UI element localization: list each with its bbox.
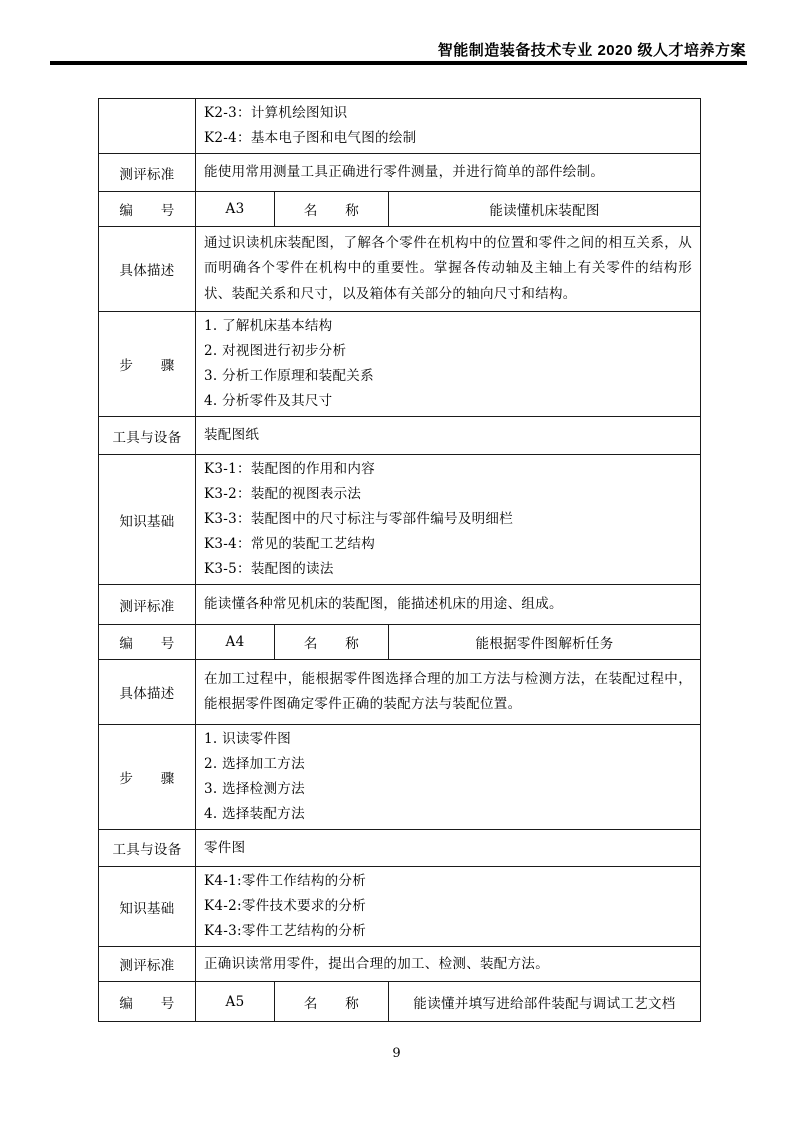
- row-name-value-cell: 能读懂机床装配图: [389, 192, 701, 227]
- row-label-cell: 步 骤: [99, 725, 196, 830]
- content-line: 能使用常用测量工具正确进行零件测量，并进行简单的部件绘制。: [204, 164, 605, 180]
- content-line: K4-3:零件工艺结构的分析: [204, 923, 367, 939]
- row-label-cell: 具体描述: [99, 660, 196, 725]
- row-name-value-cell: 能读懂并填写进给部件装配与调试工艺文档: [389, 982, 701, 1022]
- table-row: [99, 947, 701, 982]
- table-row: [99, 725, 701, 830]
- content-line: K4-1:零件工作结构的分析: [204, 873, 367, 889]
- content-paragraph: 在加工过程中，能根据零件图选择合理的加工方法与检测方法，在装配过程中，能根据零件图确定零件正确的装配方法与装配位置。: [204, 670, 693, 712]
- content-line: 2. 对视图进行初步分析: [204, 343, 347, 359]
- row-label-cell: 知识基础: [99, 455, 196, 585]
- row-content-cell: [196, 227, 701, 312]
- row-label-cell: 编 号: [99, 982, 196, 1022]
- row-content-cell: [196, 585, 701, 625]
- table-row: [99, 312, 701, 417]
- table-row: [99, 455, 701, 585]
- row-content-cell: [196, 417, 701, 455]
- row-content-cell: [196, 830, 701, 867]
- table-row: [99, 982, 701, 1022]
- row-content-cell: [196, 99, 701, 154]
- content-paragraph: 通过识读机床装配图，了解各个零件在机构中的位置和零件之间的相互关系，从而明确各个零件在机构中的重要性。掌握各传动轴及主轴上有关零件的结构形状、装配关系和尺寸，以及箱体有关部分的轴向尺寸和结构。: [204, 234, 693, 302]
- table-row: [99, 867, 701, 947]
- table-row: [99, 192, 701, 227]
- row-content-cell: [196, 455, 701, 585]
- row-label-cell: 具体描述: [99, 227, 196, 312]
- table-row: [99, 830, 701, 867]
- content-line: K2-4：基本电子图和电气图的绘制: [204, 130, 417, 146]
- table-row: [99, 99, 701, 154]
- row-name-value-cell: 能根据零件图解析任务: [389, 625, 701, 660]
- content-line: K3-3：装配图中的尺寸标注与零部件编号及明细栏: [204, 511, 514, 527]
- row-content-cell: [196, 947, 701, 982]
- content-line: K3-2：装配的视图表示法: [204, 486, 362, 502]
- content-line: K2-3：计算机绘图知识: [204, 105, 348, 121]
- row-content-cell: [196, 312, 701, 417]
- row-id-cell: A5: [196, 982, 275, 1022]
- content-line: K3-5：装配图的读法: [204, 561, 334, 577]
- row-content-cell: [196, 154, 701, 192]
- table-row: [99, 625, 701, 660]
- row-label-cell: 测评标准: [99, 585, 196, 625]
- table-row: [99, 227, 701, 312]
- row-label-cell: 工具与设备: [99, 417, 196, 455]
- row-name-label-cell: 名 称: [275, 982, 389, 1022]
- content-line: 1. 了解机床基本结构: [204, 318, 333, 334]
- content-line: 正确识读常用零件，提出合理的加工、检测、装配方法。: [204, 955, 549, 972]
- row-content-cell: [196, 725, 701, 830]
- content-line: 1. 识读零件图: [204, 731, 292, 747]
- row-label-cell: [99, 99, 196, 154]
- page-number: 9: [392, 1046, 401, 1061]
- row-id-cell: A4: [196, 625, 275, 660]
- row-label-cell: 测评标准: [99, 154, 196, 192]
- content-line: 3. 选择检测方法: [204, 781, 305, 797]
- table-row: [99, 417, 701, 455]
- training-scheme-table: [98, 98, 701, 1022]
- row-label-cell: 步 骤: [99, 312, 196, 417]
- row-name-label-cell: 名 称: [275, 625, 389, 660]
- content-line: K3-4：常见的装配工艺结构: [204, 536, 376, 552]
- row-label-cell: 测评标准: [99, 947, 196, 982]
- row-label-cell: 编 号: [99, 625, 196, 660]
- row-content-cell: [196, 867, 701, 947]
- doc-header-title: 智能制造装备技术专业 2020 级人才培养方案: [437, 42, 746, 59]
- row-label-cell: 工具与设备: [99, 830, 196, 867]
- header-rule: [50, 61, 747, 65]
- content-line: 2. 选择加工方法: [204, 756, 305, 772]
- content-line: 4. 分析零件及其尺寸: [204, 393, 333, 409]
- table-row: [99, 585, 701, 625]
- content-line: 装配图纸: [204, 427, 260, 443]
- content-line: K4-2:零件技术要求的分析: [204, 898, 367, 914]
- row-label-cell: 编 号: [99, 192, 196, 227]
- table-row: [99, 660, 701, 725]
- row-content-cell: [196, 660, 701, 725]
- content-line: K3-1：装配图的作用和内容: [204, 461, 376, 477]
- content-line: 3. 分析工作原理和装配关系: [204, 368, 374, 384]
- table-row: [99, 154, 701, 192]
- row-id-cell: A3: [196, 192, 275, 227]
- row-label-cell: 知识基础: [99, 867, 196, 947]
- content-line: 能读懂各种常见机床的装配图，能描述机床的用途、组成。: [204, 596, 563, 612]
- row-name-label-cell: 名 称: [275, 192, 389, 227]
- content-line: 零件图: [204, 839, 246, 856]
- content-line: 4. 选择装配方法: [204, 806, 305, 822]
